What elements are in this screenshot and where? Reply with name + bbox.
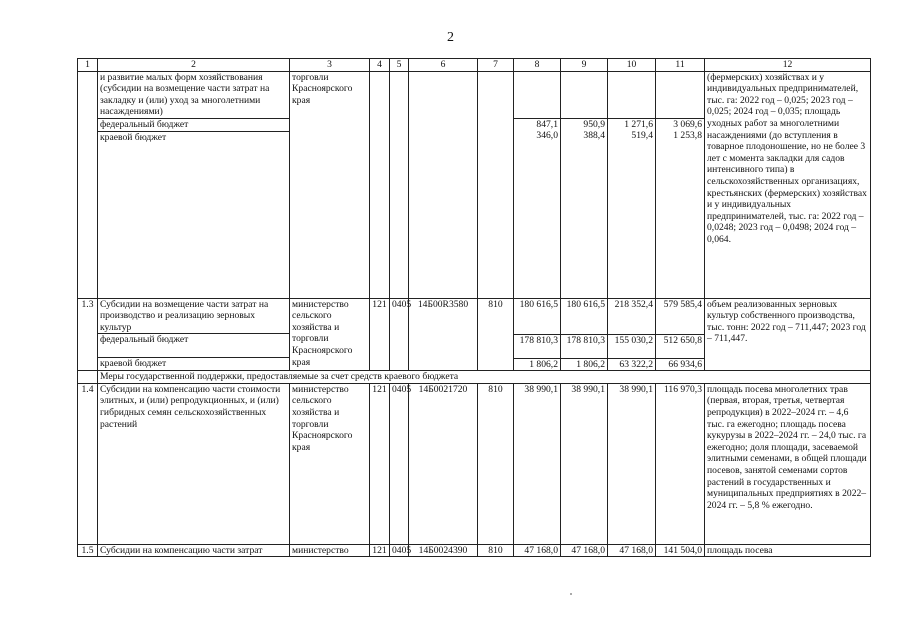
code-section: 0405 [390,383,409,544]
regional-budget-label: краевой бюджет [98,357,289,370]
measure-name-text: Субсидии на возмещение части затрат на производство и реализацию зерновых культур [100,298,269,333]
code-section: 0405 [390,544,409,557]
header-cell: 5 [390,59,409,72]
table-row [78,298,871,371]
regional-value: 388,4 [583,130,605,142]
code-gp: 121 [370,383,390,544]
total-value: 579 585,4 [663,298,702,310]
header-cell: 8 [514,59,561,72]
measure-name-text: и развитие малых форм хозяйствования (субсидии на возмещение части затрат на закладку и (или) уход за многолетними насаждениями) [100,71,270,118]
section-title: Меры государственной поддержки, предоставляемые за счет средств краевого бюджета [98,371,871,384]
code-target: 14Б0021720 [409,383,478,544]
regional-value: 1 806,2 [514,358,560,371]
code-type: 810 [478,298,514,371]
section-row [78,371,871,384]
code-target: 14Б00R3580 [409,298,478,371]
expected-result: площадь посева многолетних трав (первая, вторая, третья, четвертая репродукция) в 2022–2024 гг. – 4,6 тыс. га ежегодно; площадь посева кукурузы в 2022–2024 гг. – 24,0 тыс. га ежегодно; доля площади, засеваемой элитными семенами, в общей площади посевов, занятой семенами сортов растений в государственных и муниципальных предприятиях в 2022–2024 гг. – 5,8 % ежегодно. [705,383,871,544]
code-target: 14Б0024390 [409,544,478,557]
code-type: 810 [478,544,514,557]
federal-value: 950,9 [561,118,607,131]
table-row [78,383,871,544]
header-cell: 1 [78,59,98,72]
regional-budget-label: краевой бюджет [98,131,289,144]
header-cell: 4 [370,59,390,72]
responsible-org: торговли Красноярского края [290,71,370,298]
code-gp: 121 [370,544,390,557]
header-cell: 9 [561,59,608,72]
row-number: 1.5 [78,544,98,557]
federal-value: 847,1 [514,118,560,131]
federal-value: 3 069,6 [656,118,704,131]
measure-name [98,71,290,298]
measure-name-text: Субсидии на компенсацию части стоимости элитных, и (или) репродукционных, и (или) гибридных семян сельскохозяйственных растений [98,383,290,544]
code-type: 810 [478,383,514,544]
federal-value: 178 810,3 [514,334,560,358]
federal-value: 512 650,8 [656,334,704,358]
total-value: 47 168,0 [608,544,656,557]
responsible-org: министерство [290,544,370,557]
header-cell: 6 [409,59,478,72]
total-value: 180 616,5 [566,298,605,310]
header-cell: 12 [705,59,871,72]
expected-result: объем реализованных зерновых культур собственного производства, тыс. тонн: 2022 год – 711,447; 2023 год – 711,447. [705,298,871,371]
federal-budget-label: федеральный бюджет [98,118,289,131]
total-value: 38 990,1 [514,383,561,544]
federal-value: 178 810,3 [561,334,607,358]
row-number: 1.4 [78,383,98,544]
regional-value: 63 322,2 [608,358,655,371]
regional-value: 346,0 [536,130,558,142]
row-number: 1.3 [78,298,98,371]
page-number: 2 [447,30,454,45]
regional-value: 1 806,2 [561,358,607,371]
total-value: 218 352,4 [614,298,653,310]
header-cell: 10 [608,59,656,72]
header-cell: 2 [98,59,290,72]
total-value: 38 990,1 [608,383,656,544]
measure-name-text: Субсидии на компенсацию части затрат [98,544,290,557]
expected-result: (фермерских) хозяйствах и у индивидуальных предпринимателей, тыс. га: 2022 год – 0,025; 2023 год – 0,025; 2024 год – 0,035; площадь уходных работ за многолетними насаждениями (до вступления в товарное плодоношение, но не более 3 лет с момента закладки для садов интенсивного типа) в сельскохозяйственных организациях, крестьянских (фермерских) хозяйствах и у индивидуальных предпринимателей, тыс. га: 2022 год – 0,0248; 2023 год – 0,0498; 2024 год – 0,064. [705,71,871,298]
regional-value: 1 253,8 [673,130,702,142]
regional-value: 66 934,6 [656,358,704,371]
program-table [77,58,871,557]
regional-value: 519,4 [631,130,653,142]
header-cell: 7 [478,59,514,72]
total-value: 180 616,5 [519,298,558,310]
table-row [78,544,871,557]
header-row [78,59,871,72]
total-value: 38 990,1 [561,383,608,544]
header-cell: 11 [656,59,705,72]
total-value: 47 168,0 [514,544,561,557]
responsible-org: министерство сельского хозяйства и торговли Красноярского края [290,383,370,544]
federal-budget-label: федеральный бюджет [98,333,289,357]
expected-result: площадь посева [705,544,871,557]
table-row [78,71,871,298]
total-value: 141 504,0 [656,544,705,557]
code-section: 0405 [390,298,409,371]
federal-value: 155 030,2 [608,334,655,358]
code-gp: 121 [370,298,390,371]
scan-speck [570,593,572,595]
responsible-org: министерство сельского хозяйства и торговли Красноярского края [290,298,370,371]
total-value: 47 168,0 [561,544,608,557]
total-value: 116 970,3 [656,383,705,544]
header-cell: 3 [290,59,370,72]
federal-value: 1 271,6 [608,118,655,131]
